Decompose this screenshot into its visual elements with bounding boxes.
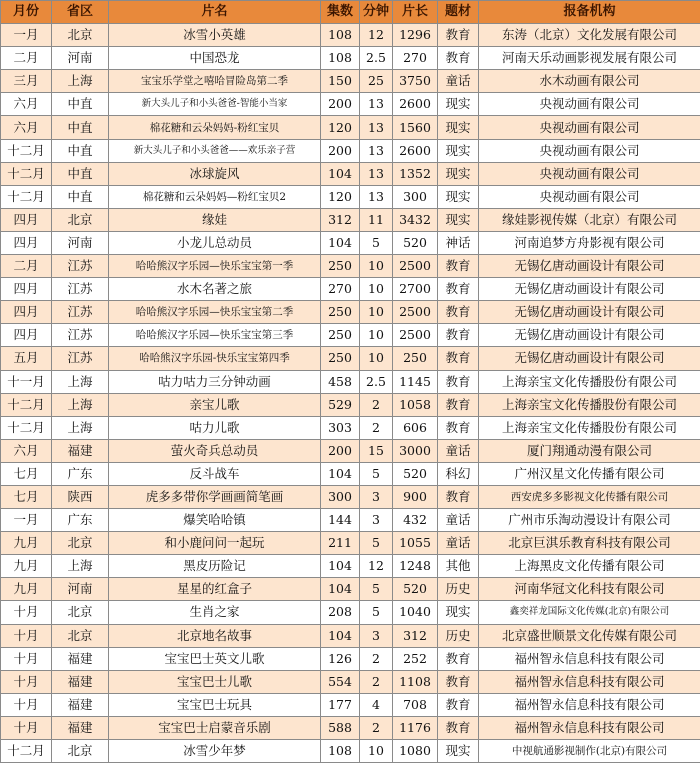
table-row [1,347,700,370]
minutes-cell: 13 [360,185,393,208]
province-cell: 河南 [52,47,109,70]
month-cell: 十二月 [1,185,52,208]
title-cell: 新大头儿子和小头爸爸——欢乐亲子营 [109,139,321,162]
episodes-cell: 177 [321,693,360,716]
organization-cell: 上海亲宝文化传播股份有限公司 [479,416,700,439]
organization-cell: 福州智永信息科技有限公司 [479,693,700,716]
month-cell: 十月 [1,601,52,624]
table-row [1,139,700,162]
length-cell: 520 [393,462,438,485]
title-cell: 宝宝巴士儿歌 [109,670,321,693]
genre-cell: 教育 [438,301,479,324]
province-cell: 福建 [52,693,109,716]
month-cell: 十月 [1,693,52,716]
minutes-cell: 4 [360,693,393,716]
title-cell: 中国恐龙 [109,47,321,70]
province-cell: 江苏 [52,301,109,324]
header-row [1,1,700,24]
episodes-cell: 200 [321,139,360,162]
month-cell: 九月 [1,532,52,555]
genre-cell: 教育 [438,485,479,508]
length-cell: 2600 [393,93,438,116]
genre-cell: 童话 [438,70,479,93]
organization-cell: 河南追梦方舟影视有限公司 [479,231,700,254]
minutes-cell: 5 [360,601,393,624]
length-cell: 1145 [393,370,438,393]
table-row [1,439,700,462]
province-cell: 中直 [52,162,109,185]
genre-cell: 教育 [438,393,479,416]
header-minutes: 分钟 [360,1,393,24]
table-row [1,278,700,301]
province-cell: 上海 [52,555,109,578]
title-cell: 咕力咕力三分钟动画 [109,370,321,393]
minutes-cell: 10 [360,278,393,301]
minutes-cell: 12 [360,24,393,47]
genre-cell: 童话 [438,532,479,555]
organization-cell: 无锡亿唐动画设计有限公司 [479,278,700,301]
minutes-cell: 3 [360,624,393,647]
province-cell: 中直 [52,93,109,116]
episodes-cell: 200 [321,439,360,462]
episodes-cell: 300 [321,485,360,508]
title-cell: 宝宝乐学堂之嘻哈冒险岛第二季 [109,70,321,93]
title-cell: 新大头儿子和小头爸爸-智能小当家 [109,93,321,116]
genre-cell: 教育 [438,347,479,370]
organization-cell: 福州智永信息科技有限公司 [479,716,700,739]
table-row [1,324,700,347]
length-cell: 1560 [393,116,438,139]
organization-cell: 中视航通影视制作(北京)有限公司 [479,740,700,763]
table-row [1,231,700,254]
genre-cell: 现实 [438,740,479,763]
month-cell: 一月 [1,509,52,532]
province-cell: 中直 [52,185,109,208]
table-row [1,740,700,763]
title-cell: 哈哈熊汉字乐园—快乐宝宝第三季 [109,324,321,347]
month-cell: 十二月 [1,139,52,162]
episodes-cell: 458 [321,370,360,393]
month-cell: 十二月 [1,740,52,763]
title-cell: 小龙儿总动员 [109,231,321,254]
header-organization: 报备机构 [479,1,700,24]
title-cell: 哈哈熊汉字乐园—快乐宝宝第二季 [109,301,321,324]
episodes-cell: 211 [321,532,360,555]
length-cell: 520 [393,578,438,601]
length-cell: 250 [393,347,438,370]
genre-cell: 现实 [438,208,479,231]
province-cell: 北京 [52,208,109,231]
table-row [1,601,700,624]
organization-cell: 无锡亿唐动画设计有限公司 [479,255,700,278]
month-cell: 七月 [1,485,52,508]
title-cell: 萤火奇兵总动员 [109,439,321,462]
organization-cell: 河南天乐动画影视发展有限公司 [479,47,700,70]
table-row [1,70,700,93]
episodes-cell: 108 [321,24,360,47]
organization-cell: 东涛（北京）文化发展有限公司 [479,24,700,47]
title-cell: 宝宝巴士玩具 [109,693,321,716]
organization-cell: 鑫奕祥龙国际文化传媒(北京)有限公司 [479,601,700,624]
genre-cell: 现实 [438,601,479,624]
organization-cell: 西安虎多多影视文化传播有限公司 [479,485,700,508]
table-row [1,670,700,693]
province-cell: 福建 [52,716,109,739]
province-cell: 北京 [52,601,109,624]
title-cell: 爆笑哈哈镇 [109,509,321,532]
title-cell: 棉花糖和云朵妈妈-粉红宝贝 [109,116,321,139]
province-cell: 河南 [52,231,109,254]
episodes-cell: 250 [321,347,360,370]
month-cell: 十月 [1,647,52,670]
episodes-cell: 270 [321,278,360,301]
episodes-cell: 120 [321,116,360,139]
title-cell: 黑皮历险记 [109,555,321,578]
month-cell: 十二月 [1,416,52,439]
organization-cell: 水木动画有限公司 [479,70,700,93]
episodes-cell: 104 [321,555,360,578]
month-cell: 二月 [1,47,52,70]
organization-cell: 央视动画有限公司 [479,185,700,208]
table-row [1,532,700,555]
episodes-cell: 588 [321,716,360,739]
length-cell: 300 [393,185,438,208]
title-cell: 水木名著之旅 [109,278,321,301]
length-cell: 1296 [393,24,438,47]
length-cell: 1040 [393,601,438,624]
province-cell: 江苏 [52,278,109,301]
minutes-cell: 13 [360,139,393,162]
month-cell: 六月 [1,116,52,139]
table-row [1,555,700,578]
province-cell: 北京 [52,532,109,555]
organization-cell: 央视动画有限公司 [479,93,700,116]
month-cell: 十二月 [1,162,52,185]
genre-cell: 童话 [438,509,479,532]
month-cell: 十月 [1,670,52,693]
episodes-cell: 104 [321,162,360,185]
month-cell: 九月 [1,555,52,578]
header-length: 片长 [393,1,438,24]
episodes-cell: 108 [321,740,360,763]
length-cell: 2700 [393,278,438,301]
genre-cell: 童话 [438,439,479,462]
table-row [1,462,700,485]
length-cell: 270 [393,47,438,70]
title-cell: 冰球旋风 [109,162,321,185]
genre-cell: 现实 [438,185,479,208]
header-genre: 题材 [438,1,479,24]
minutes-cell: 5 [360,532,393,555]
episodes-cell: 312 [321,208,360,231]
month-cell: 十月 [1,624,52,647]
genre-cell: 神话 [438,231,479,254]
month-cell: 四月 [1,301,52,324]
minutes-cell: 2.5 [360,47,393,70]
table-row [1,255,700,278]
province-cell: 北京 [52,740,109,763]
length-cell: 3000 [393,439,438,462]
organization-cell: 福州智永信息科技有限公司 [479,647,700,670]
minutes-cell: 13 [360,93,393,116]
length-cell: 1080 [393,740,438,763]
genre-cell: 教育 [438,255,479,278]
episodes-cell: 250 [321,301,360,324]
organization-cell: 上海黑皮文化传播有限公司 [479,555,700,578]
organization-cell: 无锡亿唐动画设计有限公司 [479,301,700,324]
title-cell: 冰雪少年梦 [109,740,321,763]
episodes-cell: 554 [321,670,360,693]
table-row [1,416,700,439]
month-cell: 三月 [1,70,52,93]
minutes-cell: 10 [360,255,393,278]
minutes-cell: 5 [360,462,393,485]
genre-cell: 教育 [438,278,479,301]
episodes-cell: 104 [321,578,360,601]
province-cell: 福建 [52,670,109,693]
episodes-cell: 208 [321,601,360,624]
table-row [1,370,700,393]
province-cell: 北京 [52,24,109,47]
organization-cell: 广州市乐淘动漫设计有限公司 [479,509,700,532]
length-cell: 1055 [393,532,438,555]
title-cell: 和小鹿问问一起玩 [109,532,321,555]
title-cell: 棉花糖和云朵妈妈—粉红宝贝2 [109,185,321,208]
organization-cell: 央视动画有限公司 [479,162,700,185]
genre-cell: 其他 [438,555,479,578]
header-month: 月份 [1,1,52,24]
organization-cell: 缘娃影视传媒（北京）有限公司 [479,208,700,231]
length-cell: 2600 [393,139,438,162]
minutes-cell: 13 [360,162,393,185]
province-cell: 江苏 [52,324,109,347]
table-row [1,208,700,231]
organization-cell: 河南华冠文化科技有限公司 [479,578,700,601]
length-cell: 312 [393,624,438,647]
title-cell: 宝宝巴士启蒙音乐剧 [109,716,321,739]
minutes-cell: 13 [360,116,393,139]
episodes-cell: 104 [321,231,360,254]
genre-cell: 现实 [438,93,479,116]
length-cell: 520 [393,231,438,254]
table-row [1,185,700,208]
month-cell: 十一月 [1,370,52,393]
month-cell: 四月 [1,208,52,231]
province-cell: 福建 [52,439,109,462]
organization-cell: 北京巨淇乐教育科技有限公司 [479,532,700,555]
organization-cell: 厦门翔通动漫有限公司 [479,439,700,462]
province-cell: 上海 [52,70,109,93]
header-province: 省区 [52,1,109,24]
genre-cell: 教育 [438,716,479,739]
month-cell: 七月 [1,462,52,485]
month-cell: 一月 [1,24,52,47]
month-cell: 四月 [1,231,52,254]
title-cell: 宝宝巴士英文儿歌 [109,647,321,670]
province-cell: 河南 [52,578,109,601]
episodes-cell: 104 [321,462,360,485]
episodes-cell: 144 [321,509,360,532]
header-title: 片名 [109,1,321,24]
length-cell: 2500 [393,324,438,347]
genre-cell: 现实 [438,116,479,139]
length-cell: 1248 [393,555,438,578]
title-cell: 哈哈熊汉字乐园—快乐宝宝第一季 [109,255,321,278]
table-row [1,485,700,508]
minutes-cell: 10 [360,324,393,347]
minutes-cell: 25 [360,70,393,93]
minutes-cell: 3 [360,485,393,508]
episodes-cell: 250 [321,324,360,347]
title-cell: 生肖之家 [109,601,321,624]
table-row [1,47,700,70]
minutes-cell: 12 [360,555,393,578]
episodes-cell: 250 [321,255,360,278]
genre-cell: 教育 [438,693,479,716]
minutes-cell: 2.5 [360,370,393,393]
title-cell: 星星的红盒子 [109,578,321,601]
title-cell: 缘娃 [109,208,321,231]
minutes-cell: 5 [360,231,393,254]
length-cell: 708 [393,693,438,716]
episodes-cell: 108 [321,47,360,70]
minutes-cell: 2 [360,393,393,416]
province-cell: 上海 [52,416,109,439]
genre-cell: 历史 [438,578,479,601]
title-cell: 咕力儿歌 [109,416,321,439]
month-cell: 四月 [1,278,52,301]
organization-cell: 央视动画有限公司 [479,116,700,139]
month-cell: 二月 [1,255,52,278]
minutes-cell: 3 [360,509,393,532]
length-cell: 2500 [393,301,438,324]
length-cell: 3750 [393,70,438,93]
organization-cell: 无锡亿唐动画设计有限公司 [479,347,700,370]
province-cell: 广东 [52,509,109,532]
province-cell: 上海 [52,370,109,393]
genre-cell: 现实 [438,162,479,185]
title-cell: 冰雪小英雄 [109,24,321,47]
table-row [1,647,700,670]
table-row [1,624,700,647]
genre-cell: 教育 [438,647,479,670]
title-cell: 北京地名故事 [109,624,321,647]
minutes-cell: 15 [360,439,393,462]
length-cell: 432 [393,509,438,532]
table-row [1,162,700,185]
length-cell: 1352 [393,162,438,185]
title-cell: 哈哈熊汉字乐园-快乐宝宝第四季 [109,347,321,370]
province-cell: 江苏 [52,347,109,370]
table-row [1,93,700,116]
table-row [1,24,700,47]
organization-cell: 福州智永信息科技有限公司 [479,670,700,693]
organization-cell: 上海亲宝文化传播股份有限公司 [479,370,700,393]
genre-cell: 教育 [438,670,479,693]
episodes-cell: 150 [321,70,360,93]
table-body [1,24,700,763]
length-cell: 606 [393,416,438,439]
length-cell: 900 [393,485,438,508]
genre-cell: 教育 [438,47,479,70]
minutes-cell: 10 [360,301,393,324]
month-cell: 四月 [1,324,52,347]
episodes-cell: 200 [321,93,360,116]
province-cell: 福建 [52,647,109,670]
table-row [1,578,700,601]
month-cell: 九月 [1,578,52,601]
length-cell: 3432 [393,208,438,231]
organization-cell: 北京盛世顺景文化传媒有限公司 [479,624,700,647]
length-cell: 2500 [393,255,438,278]
length-cell: 1108 [393,670,438,693]
minutes-cell: 5 [360,578,393,601]
month-cell: 六月 [1,93,52,116]
month-cell: 六月 [1,439,52,462]
title-cell: 亲宝儿歌 [109,393,321,416]
organization-cell: 央视动画有限公司 [479,139,700,162]
title-cell: 虎多多带你学画画简笔画 [109,485,321,508]
header-episodes: 集数 [321,1,360,24]
table-row [1,509,700,532]
genre-cell: 现实 [438,139,479,162]
genre-cell: 科幻 [438,462,479,485]
minutes-cell: 2 [360,670,393,693]
episodes-cell: 303 [321,416,360,439]
month-cell: 十二月 [1,393,52,416]
table-row [1,693,700,716]
organization-cell: 广州汉星文化传播有限公司 [479,462,700,485]
province-cell: 上海 [52,393,109,416]
episodes-cell: 126 [321,647,360,670]
length-cell: 1058 [393,393,438,416]
province-cell: 陕西 [52,485,109,508]
genre-cell: 教育 [438,324,479,347]
province-cell: 中直 [52,116,109,139]
genre-cell: 教育 [438,416,479,439]
title-cell: 反斗战车 [109,462,321,485]
minutes-cell: 2 [360,716,393,739]
episodes-cell: 104 [321,624,360,647]
minutes-cell: 10 [360,740,393,763]
minutes-cell: 11 [360,208,393,231]
episodes-cell: 120 [321,185,360,208]
episodes-cell: 529 [321,393,360,416]
table-row [1,393,700,416]
month-cell: 十月 [1,716,52,739]
minutes-cell: 10 [360,347,393,370]
organization-cell: 上海亲宝文化传播股份有限公司 [479,393,700,416]
province-cell: 北京 [52,624,109,647]
table-row [1,116,700,139]
minutes-cell: 2 [360,416,393,439]
province-cell: 江苏 [52,255,109,278]
length-cell: 252 [393,647,438,670]
table-row [1,301,700,324]
organization-cell: 无锡亿唐动画设计有限公司 [479,324,700,347]
province-cell: 广东 [52,462,109,485]
month-cell: 五月 [1,347,52,370]
genre-cell: 历史 [438,624,479,647]
length-cell: 1176 [393,716,438,739]
table-row [1,716,700,739]
minutes-cell: 2 [360,647,393,670]
genre-cell: 教育 [438,370,479,393]
genre-cell: 教育 [438,24,479,47]
province-cell: 中直 [52,139,109,162]
